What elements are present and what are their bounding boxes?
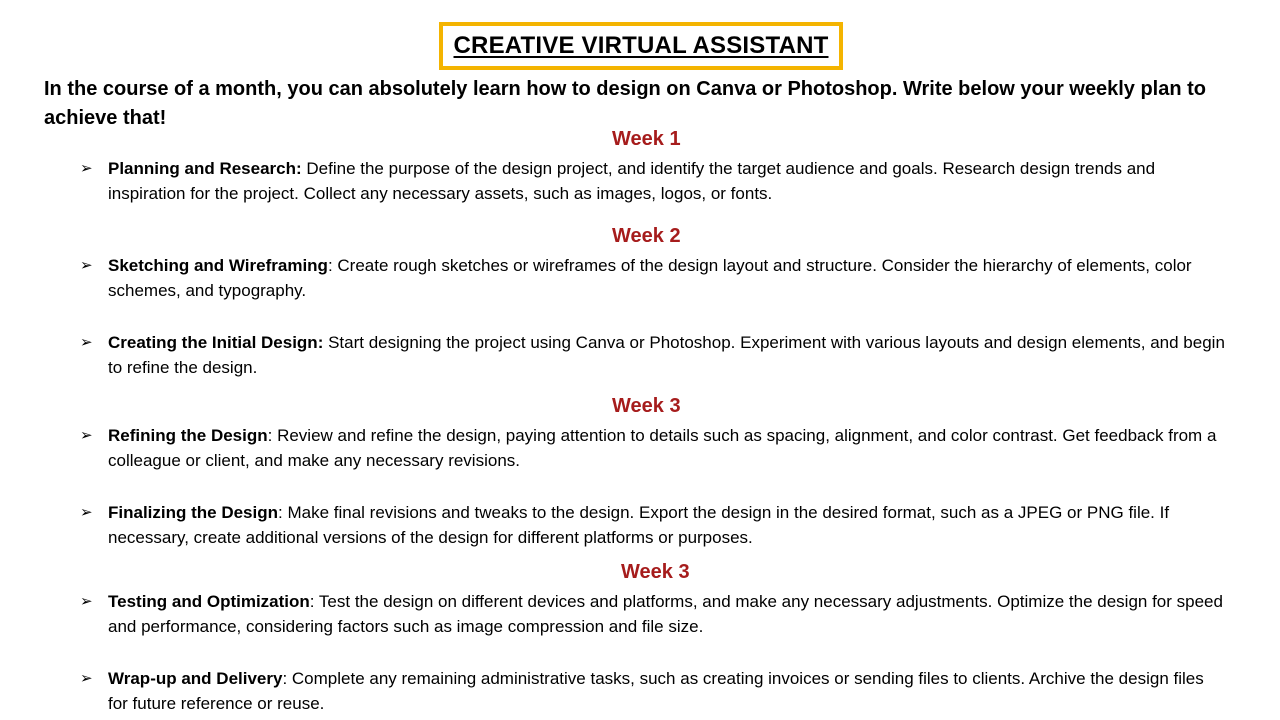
arrow-bullet-icon: ➢ — [80, 160, 93, 177]
list-item-text — [108, 589, 1225, 639]
arrow-bullet-icon: ➢ — [80, 334, 93, 351]
list-item-text — [108, 500, 1225, 550]
intro-text: In the course of a month, you can absolutely learn how to design on Canva or Photoshop. Write below your weekly plan to achieve that! — [44, 78, 1207, 129]
arrow-bullet-icon: ➢ — [80, 257, 93, 274]
arrow-bullet-icon: ➢ — [80, 593, 93, 610]
item-heading: Creating the Initial Design: — [108, 333, 324, 352]
week-4-heading: Week 3 — [621, 561, 690, 583]
item-body: : Review and refine the design, paying attention to details such as spacing, alignment, and color contrast. Get feedback from a colleague or client, and make any necessary revisions. — [108, 426, 1217, 470]
item-heading: Sketching and Wireframing — [108, 256, 328, 275]
arrow-bullet-icon: ➢ — [80, 670, 93, 687]
week-3-heading: Week 3 — [612, 395, 681, 417]
arrow-bullet-icon: ➢ — [80, 427, 93, 444]
list-item-testing — [80, 589, 1225, 639]
list-item-text — [108, 253, 1225, 303]
list-item-refining — [80, 423, 1225, 473]
week-1-heading: Week 1 — [612, 128, 681, 150]
title-box — [439, 22, 843, 70]
list-item-text — [108, 330, 1225, 380]
list-item-text — [108, 666, 1225, 716]
item-body: : Test the design on different devices and platforms, and make any necessary adjustments. Optimize the design for speed and performance, considering factors such as image compression and file size. — [108, 592, 1223, 636]
list-item-planning — [80, 156, 1225, 206]
item-body: : Complete any remaining administrative tasks, such as creating invoices or sending files to clients. Archive the design files for future reference or reuse. — [108, 669, 1204, 713]
arrow-bullet-icon: ➢ — [80, 504, 93, 521]
item-heading: Planning and Research: — [108, 159, 302, 178]
item-heading: Finalizing the Design — [108, 503, 279, 522]
list-item-wrapup — [80, 666, 1225, 716]
item-heading: Refining the Design — [108, 426, 268, 445]
item-body: Define the purpose of the design project, and identify the target audience and goals. Research design trends and inspiration for the project. Collect any necessary assets, such as images, logos, or fonts. — [108, 159, 1156, 203]
list-item-text — [108, 423, 1225, 473]
list-item-text — [108, 156, 1225, 206]
item-body: : Create rough sketches or wireframes of the design layout and structure. Consider the hierarchy of elements, color schemes, and typography. — [108, 256, 1192, 300]
list-item-finalizing — [80, 500, 1225, 550]
item-heading: Wrap-up and Delivery — [108, 669, 283, 688]
item-body: Start designing the project using Canva or Photoshop. Experiment with various layouts and design elements, and begin to refine the design. — [108, 333, 1225, 377]
list-item-initial-design — [80, 330, 1225, 380]
item-body: : Make final revisions and tweaks to the design. Export the design in the desired format, such as a JPEG or PNG file. If necessary, create additional versions of the design for different platforms or purposes. — [108, 503, 1170, 547]
list-item-sketching — [80, 253, 1225, 303]
page-title: CREATIVE VIRTUAL ASSISTANT — [453, 32, 829, 59]
item-heading: Testing and Optimization — [108, 592, 310, 611]
week-2-heading: Week 2 — [612, 225, 681, 247]
